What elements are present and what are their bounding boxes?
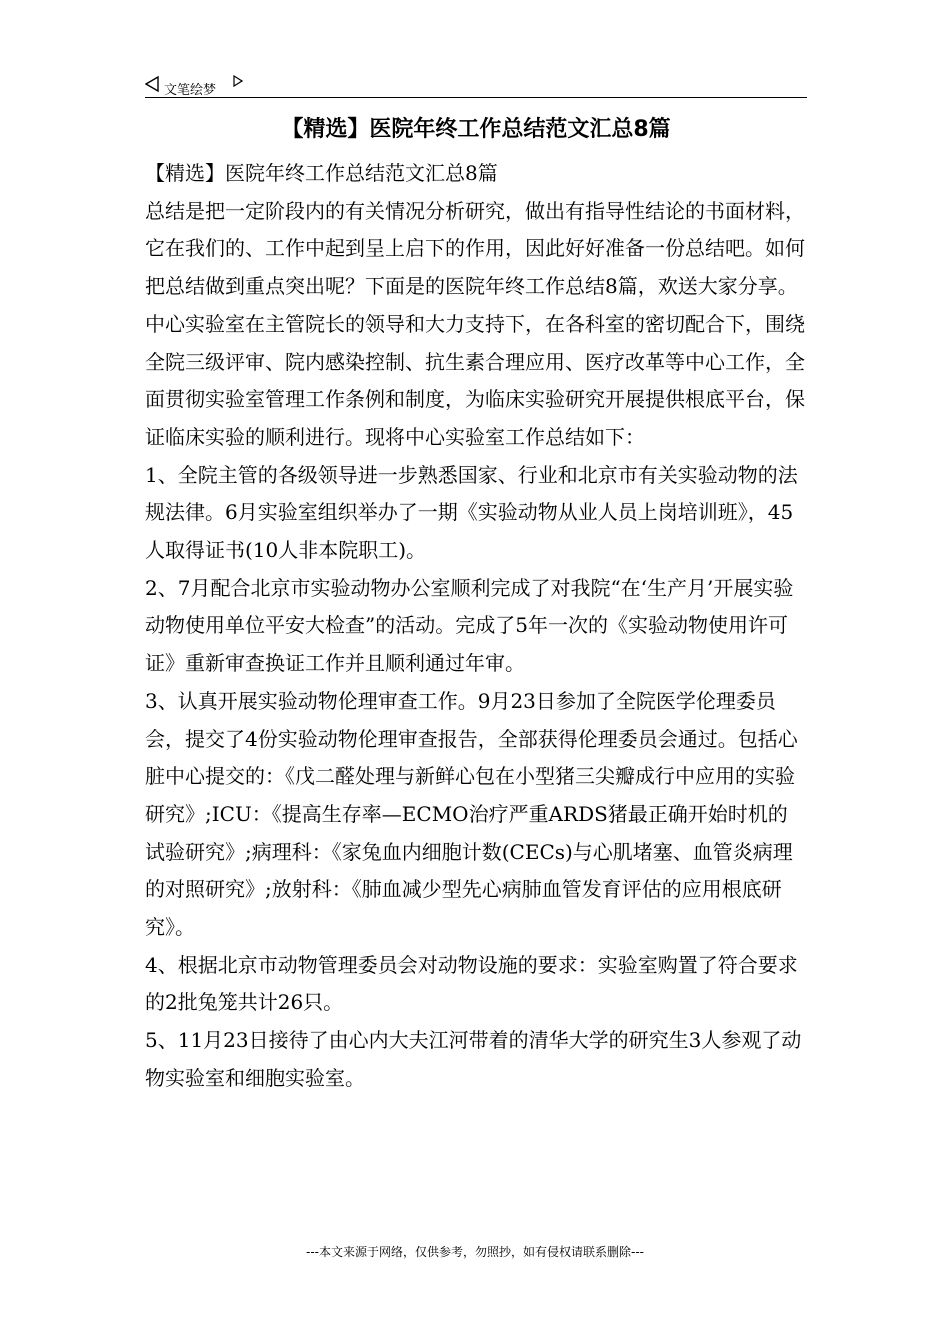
header-divider — [145, 97, 807, 98]
footer-disclaimer: ---本文来源于网络，仅供参考，勿照抄，如有侵权请联系删除--- — [306, 1245, 644, 1259]
body-paragraph: 5、11月23日接待了由心内大夫江河带着的清华大学的研究生3人参观了动物实验室和细胞实验室。 — [145, 1028, 802, 1090]
page-header — [145, 72, 807, 98]
body-paragraph: 4、根据北京市动物管理委员会对动物设施的要求：实验室购置了符合要求的2批兔笼共计26只。 — [145, 952, 798, 1015]
body-paragraph: 【精选】医院年终工作总结范文汇总8篇 — [145, 161, 498, 185]
body-paragraph: 3、认真开展实验动物伦理审查工作。9月23日参加了全院医学伦理委员会，提交了4份实验动物伦理审查报告，全部获得伦理委员会通过。包括心脏中心提交的：《戊二醛处理与新鲜心包在小型猪三尖瓣成行中应用的实验研究》;ICU：《提高生存率—ECMO治疗严重ARDS猪最正确开始时机的试验研究》;病理科：《家兔血内细胞计数(CECs)与心肌堵塞、血管炎病理的对照研究》;放射科：《肺血减少型先心病肺血管发育评估的应用根底研究》。 — [145, 688, 798, 940]
body-paragraph: 中心实验室在主管院长的领导和大力支持下，在各科室的密切配合下，围绕全院三级评审、院内感染控制、抗生素合理应用、医疗改革等中心工作，全面贯彻实验室管理工作条例和制度，为临床实验研究开展提供根底平台，保证临床实验的顺利进行。现将中心实验室工作总结如下： — [145, 311, 805, 449]
document-title: 【精选】医院年终工作总结范文汇总8篇 — [281, 117, 671, 142]
document-body — [145, 155, 807, 1098]
body-paragraph: 1、全院主管的各级领导进一步熟悉国家、行业和北京市有关实验动物的法规法律。6月实验室组织举办了一期《实验动物从业人员上岗培训班》，45人取得证书(10人非本院职工)。 — [145, 462, 798, 563]
triangle-right-icon — [233, 75, 243, 90]
body-paragraph: 总结是把一定阶段内的有关情况分析研究，做出有指导性结论的书面材料，它在我们的、工作中起到呈上启下的作用，因此好好准备一份总结吧。如何把总结做到重点突出呢？下面是的医院年终工作总结8篇，欢送大家分享。 — [145, 198, 805, 299]
body-paragraph: 2、7月配合北京市实验动物办公室顺利完成了对我院“在‘生产月’开展实验动物使用单位平安大检查”的活动。完成了5年一次的《实验动物使用许可证》重新审查换证工作并且顺利通过年审。 — [145, 575, 794, 676]
triangle-left-icon — [145, 76, 159, 96]
header-brand: 文笔绘梦 — [164, 83, 217, 98]
